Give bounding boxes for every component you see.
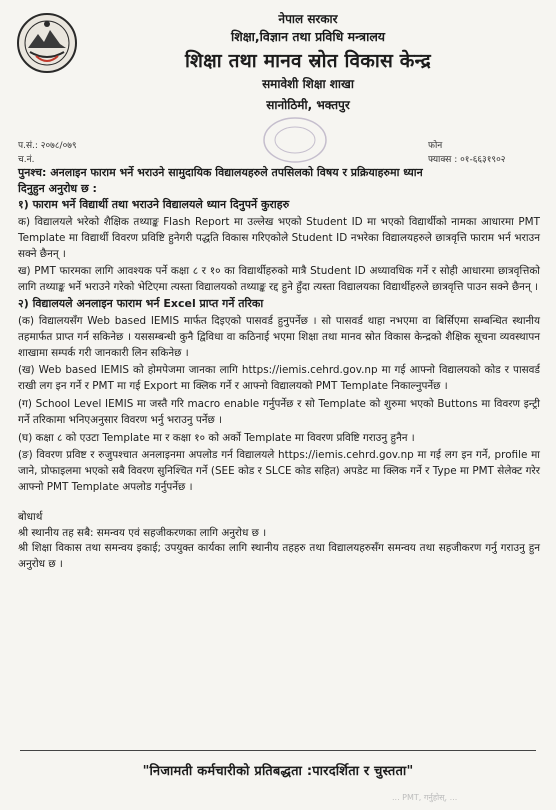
reference-number: प.सं.: २०७८/०७९	[18, 141, 77, 151]
section-2-item-ga: (ग) School Level IEMIS मा जस्तै गरि macro enable गर्नुपर्नेछ र सो Template को शुरुमा भएको Buttons मा विवरण इन्ट्री गर्ने तरिकामा भनिएअनुसार विवरण भर्नु भराउनु पर्नेछ ।	[18, 397, 540, 426]
section-2-item-nga: (ङ) विवरण प्रविष्ट र रुजुपश्चात अनलाइनमा अपलोड गर्न विद्यालयले https://iemis.cehrd.gov.np मा गई लग इन गर्ने, profile मा जाने, प्रोफाइलमा भएको सबै विवरण सुनिश्चित गर्ने (SEE कोड र SLCE कोड सहित) अपडेट मा क्लिक गर्ने र Type मा PMT सेलेक्ट गरेर आफ्नो PMT Template अपलोड गर्नुपर्नेछ ।	[18, 449, 540, 493]
section-heading-1: १) फाराम भर्ने विद्यार्थी तथा भराउने विद्यालयले ध्यान दिनुपर्ने कुराहरु	[18, 198, 290, 211]
subject-line: पुनश्च: अनलाइन फाराम भर्ने भराउने सामुदायिक विद्यालयहरुले तपसिलको विषय र प्रक्रियाहरुमा ध्यान	[18, 166, 423, 179]
cc-education-unit: श्री शिक्षा विकास तथा समन्वय इकाई; उपयुक्त कार्यका लागि स्थानीय तहहरु तथा विद्यालयहरुसँग समन्वय तथा सहजीकरण गर्नु गराउनु हुन अनुरोध छ ।	[18, 542, 540, 571]
section-heading-2: २) विद्यालयले अनलाइन फाराम भर्न Excel प्राप्त गर्ने तरिका	[18, 296, 264, 310]
dispatch-number: च.नं.	[18, 155, 35, 165]
center-name: शिक्षा तथा मानव स्रोत विकास केन्द्र	[185, 50, 431, 72]
office-seal-stamp	[262, 116, 328, 164]
office-location: सानोठिमी, भक्तपुर	[266, 98, 350, 112]
footer-divider	[20, 750, 536, 751]
cc-heading: बोधार्थ	[18, 510, 43, 523]
government-name: नेपाल सरकार	[278, 12, 338, 26]
section-2-item-kha: (ख) Web based IEMIS को होमपेजमा जानका लागि https://iemis.cehrd.gov.np मा गई आफ्नो विद्यालयको कोड र पासवर्ड राखी लग इन गर्ने र PMT मा गई Export मा क्लिक गर्ने र आफ्नो विद्यालयको PMT Template निकाल्नुपर्नेछ ।	[18, 364, 540, 393]
bleed-through-text: ... PMT, गर्नुहोस्, ...	[392, 793, 458, 802]
ministry-name: शिक्षा,विज्ञान तथा प्रविधि मन्त्रालय	[230, 29, 386, 44]
phone-label: फोन	[428, 141, 443, 151]
section-1-item-kha: ख) PMT फारमका लागि आवश्यक पर्ने कक्षा ८ र १० का विद्यार्थीहरुको मात्रै Student ID अध्यावधिक गर्ने र सोही आधारमा छात्रवृत्तिको लागि तथ्याङ्क भर्ने भराउने गरेको भेटिएमा त्यस्ता विद्यालयको तथ्याङ्क रद्द हुने हुँदा त्यस्ता विद्यालयका विद्यार्थीहरुले छात्रवृत्ति पाउन सक्ने छैनन् ।	[18, 265, 540, 294]
section-2-item-ka: (क) विद्यालयसँग Web based IEMIS मार्फत दिइएको पासवर्ड हुनुपर्नेछ । सो पासवर्ड थाहा नभएमा वा बिर्सिएमा सम्बन्धित स्थानीय तहमार्फत प्राप्त गर्न सकिनेछ । यससम्बन्धी कुनै द्विविधा वा कठिनाई भएमा शिक्षा तथा मानव स्रोत विकास केन्द्रको शैक्षिक सूचना व्यवस्थापन शाखामा सम्पर्क गरी जानकारी लिन सकिनेछ ।	[18, 314, 540, 359]
fax-number: फ्याक्स : ०१-६६३१९०२	[428, 155, 506, 165]
section-1-item-ka: क) विद्यालयले भरेको शैक्षिक तथ्याङ्क Flash Report मा उल्लेख भएको Student ID मा भएको विद्यार्थीको नामका आधारमा PMT Template मा विद्यार्थी विवरण प्रविष्टि हुनेगरी पद्धति विकास गरिएकोले Student ID नभरेका विद्यालयहरुले छात्रवृत्ति फाराम भर्न भराउन सक्ने छैनन् ।	[18, 216, 540, 260]
footer-motto: "निजामती कर्मचारीको प्रतिबद्धता :पारदर्शिता र चुस्तता"	[142, 764, 414, 779]
branch-name: समावेशी शिक्षा शाखा	[262, 77, 354, 91]
subject-line-cont: दिनुहुन अनुरोध छ :	[18, 182, 97, 195]
section-2-item-gha: (घ) कक्षा ८ को एउटा Template मा र कक्षा १० को अर्को Template मा विवरण प्रविष्टि गराउनु हुनैन ।	[18, 431, 415, 444]
cc-local-levels: श्री स्थानीय तह सबै: समन्वय एवं सहजीकरणका लागि अनुरोध छ ।	[18, 526, 267, 539]
letter-body	[18, 165, 540, 573]
